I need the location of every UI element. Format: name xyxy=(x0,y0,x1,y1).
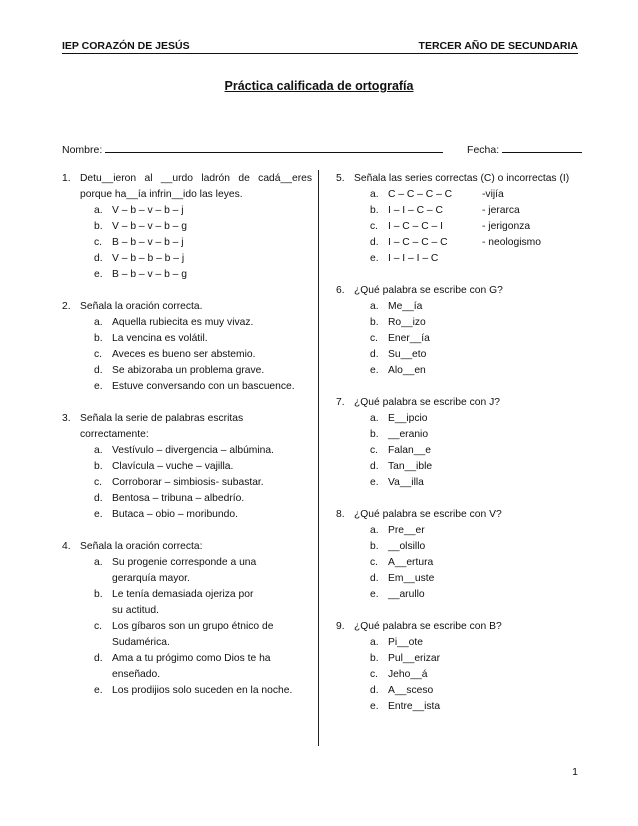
option-letter: e. xyxy=(94,509,103,520)
answer-option xyxy=(62,203,312,219)
question xyxy=(336,507,586,603)
answer-option xyxy=(62,379,312,395)
answer-option xyxy=(336,475,586,491)
question xyxy=(336,395,586,491)
option-text: Su__eto xyxy=(388,349,427,360)
answer-option xyxy=(336,571,586,587)
option-text: Falan__e xyxy=(388,445,431,456)
answer-option xyxy=(336,635,586,651)
answer-option xyxy=(62,235,312,251)
option-letter: b. xyxy=(94,333,103,344)
word-item: -vijía xyxy=(482,189,504,200)
option-text: La vencina es volátil. xyxy=(112,333,208,344)
answer-option xyxy=(336,347,586,363)
option-letter: b. xyxy=(370,653,379,664)
question-number: 9. xyxy=(336,621,345,632)
option-letter: b. xyxy=(94,221,103,232)
word-item: - jerarca xyxy=(482,205,520,216)
option-letter: d. xyxy=(370,685,379,696)
option-letter: e. xyxy=(370,253,379,264)
question xyxy=(62,299,312,395)
option-letter: a. xyxy=(370,413,379,424)
option-letter: b. xyxy=(370,205,379,216)
answer-option xyxy=(62,683,322,699)
question-number: 5. xyxy=(336,173,345,184)
question xyxy=(336,283,586,379)
document-title: Práctica calificada de ortografía xyxy=(224,79,414,93)
option-letter: c. xyxy=(370,445,379,456)
option-letter: c. xyxy=(370,557,379,568)
option-text: I – C – C – C xyxy=(388,237,448,248)
question-number: 6. xyxy=(336,285,345,296)
option-letter: a. xyxy=(370,525,379,536)
option-text: Corroborar – simbiosis- subastar. xyxy=(112,477,264,488)
student-info-line xyxy=(62,142,582,156)
option-letter: a. xyxy=(94,205,103,216)
option-text: Aveces es bueno ser abstemio. xyxy=(112,349,256,360)
question-text: Señala las series correctas (C) o incorrectas (I) xyxy=(354,173,570,184)
question xyxy=(62,539,312,699)
option-text: Ener__ía xyxy=(388,333,430,344)
answer-option xyxy=(62,491,312,507)
answer-option xyxy=(336,219,586,235)
option-text: Vestívulo – divergencia – albúmina. xyxy=(112,445,274,456)
answer-option xyxy=(62,267,312,283)
answer-option xyxy=(336,427,586,443)
date-label: Fecha: xyxy=(467,144,500,156)
question-text: Detu__ieron al __urdo ladrón de cadá__eres porque ha__ía infrin__ido las leyes. xyxy=(80,173,312,200)
answer-option xyxy=(62,459,312,475)
option-text: Ro__izo xyxy=(388,317,426,328)
option-letter: b. xyxy=(370,429,379,440)
answer-option xyxy=(336,667,586,683)
date-blank xyxy=(502,142,582,153)
answer-option xyxy=(336,539,586,555)
option-text: Butaca – obio – moribundo. xyxy=(112,509,238,520)
answer-option xyxy=(62,219,312,235)
answer-option xyxy=(62,443,312,459)
answer-option xyxy=(62,619,284,651)
option-letter: c. xyxy=(94,621,103,632)
option-letter: c. xyxy=(370,669,379,680)
option-text: I – I – C – C xyxy=(388,205,443,216)
option-text: B – b – v – b – j xyxy=(112,237,184,248)
option-text: C – C – C – C xyxy=(388,189,453,200)
left-column xyxy=(62,171,312,715)
answer-option xyxy=(336,203,586,219)
grade-level: TERCER AÑO DE SECUNDARIA xyxy=(418,40,578,52)
option-text: Los prodijios solo suceden en la noche. xyxy=(112,685,293,696)
option-letter: a. xyxy=(94,317,103,328)
option-letter: e. xyxy=(370,589,379,600)
answer-option xyxy=(336,411,586,427)
header-rule xyxy=(62,53,578,54)
answer-option xyxy=(62,587,262,619)
option-letter: d. xyxy=(94,493,103,504)
option-letter: b. xyxy=(94,461,103,472)
option-letter: a. xyxy=(94,557,103,568)
answer-option xyxy=(336,443,586,459)
answer-option xyxy=(62,507,312,523)
answer-option xyxy=(62,363,312,379)
option-letter: c. xyxy=(94,349,103,360)
option-text: Em__uste xyxy=(388,573,435,584)
option-letter: e. xyxy=(370,477,379,488)
answer-option xyxy=(62,475,312,491)
answer-option xyxy=(336,699,586,715)
answer-option xyxy=(62,251,312,267)
option-letter: d. xyxy=(370,573,379,584)
question xyxy=(62,411,312,523)
answer-option xyxy=(336,299,586,315)
option-letter: c. xyxy=(370,221,379,232)
answer-option xyxy=(336,459,586,475)
option-text: Bentosa – tribuna – albedrío. xyxy=(112,493,245,504)
option-text: Tan__ible xyxy=(388,461,433,472)
option-text: Pi__ote xyxy=(388,637,423,648)
question-number: 4. xyxy=(62,541,71,552)
answer-option xyxy=(336,651,586,667)
option-text: Jeho__á xyxy=(388,669,428,680)
option-text: __eranio xyxy=(388,429,429,440)
option-text: A__sceso xyxy=(388,685,434,696)
option-text: V – b – v – b – g xyxy=(112,221,187,232)
option-text: I – C – C – I xyxy=(388,221,443,232)
answer-option xyxy=(336,331,586,347)
option-text: Pre__er xyxy=(388,525,425,536)
option-text: V – b – b – b – j xyxy=(112,253,185,264)
option-text: E__ipcio xyxy=(388,413,428,424)
option-text: Alo__en xyxy=(388,365,426,376)
option-letter: c. xyxy=(370,333,379,344)
option-text: Ama a tu prógimo como Dios te ha enseñado. xyxy=(112,653,271,680)
question-text: Señala la oración correcta. xyxy=(80,301,203,312)
option-letter: b. xyxy=(94,589,103,600)
option-text: Aquella rubiecita es muy vivaz. xyxy=(112,317,254,328)
option-letter: e. xyxy=(370,701,379,712)
word-item: - jerigonza xyxy=(482,221,531,232)
option-text: __arullo xyxy=(388,589,425,600)
option-letter: d. xyxy=(94,365,103,376)
option-text: Su progenie corresponde a una gerarquía mayor. xyxy=(112,557,257,584)
question-number: 1. xyxy=(62,173,71,184)
column-divider xyxy=(318,170,319,746)
option-letter: d. xyxy=(94,253,103,264)
question-number: 8. xyxy=(336,509,345,520)
question xyxy=(336,619,586,715)
question-text: ¿Qué palabra se escribe con B? xyxy=(354,621,502,632)
answer-option xyxy=(336,187,586,203)
option-letter: e. xyxy=(370,365,379,376)
option-text: A__ertura xyxy=(388,557,434,568)
answer-option xyxy=(62,347,312,363)
option-letter: a. xyxy=(94,445,103,456)
answer-option xyxy=(62,315,312,331)
question-text: ¿Qué palabra se escribe con V? xyxy=(354,509,502,520)
option-letter: e. xyxy=(94,381,103,392)
option-text: Clavícula – vuche – vajilla. xyxy=(112,461,234,472)
answer-option xyxy=(62,651,284,683)
option-text: Va__illa xyxy=(388,477,424,488)
question-text: ¿Qué palabra se escribe con J? xyxy=(354,397,500,408)
option-text: Estuve conversando con un bascuence. xyxy=(112,381,295,392)
option-letter: a. xyxy=(370,637,379,648)
option-text: Pul__erizar xyxy=(388,653,441,664)
question xyxy=(62,171,312,283)
school-name: IEP CORAZÓN DE JESÚS xyxy=(62,40,190,52)
right-column xyxy=(336,171,586,731)
option-text: Se abizoraba un problema grave. xyxy=(112,365,265,376)
answer-option xyxy=(62,555,262,587)
option-letter: d. xyxy=(94,653,103,664)
answer-option xyxy=(62,331,312,347)
question-number: 3. xyxy=(62,413,71,424)
question xyxy=(336,171,586,267)
question-text: Señala la serie de palabras escritas correctamente: xyxy=(80,413,244,440)
question-text: ¿Qué palabra se escribe con G? xyxy=(354,285,503,296)
page-number: 1 xyxy=(572,766,578,778)
option-letter: b. xyxy=(370,317,379,328)
option-letter: b. xyxy=(370,541,379,552)
answer-option xyxy=(336,363,586,379)
answer-option xyxy=(336,315,586,331)
option-letter: e. xyxy=(94,269,103,280)
option-letter: d. xyxy=(370,237,379,248)
option-text: I – I – I – C xyxy=(388,253,439,264)
option-letter: a. xyxy=(370,301,379,312)
option-text: Entre__ista xyxy=(388,701,441,712)
option-text: Los gíbaros son un grupo étnico de Sudamérica. xyxy=(112,621,274,648)
question-number: 7. xyxy=(336,397,345,408)
answer-option xyxy=(336,555,586,571)
option-letter: a. xyxy=(370,189,379,200)
answer-option xyxy=(336,683,586,699)
question-number: 2. xyxy=(62,301,71,312)
option-letter: d. xyxy=(370,349,379,360)
page-header xyxy=(62,40,578,56)
name-blank xyxy=(105,142,443,153)
option-letter: c. xyxy=(94,477,103,488)
option-letter: e. xyxy=(94,685,103,696)
option-text: Le tenía demasiada ojeriza por su actitud. xyxy=(112,589,254,616)
option-text: B – b – v – b – g xyxy=(112,269,187,280)
option-text: __olsillo xyxy=(388,541,426,552)
answer-option xyxy=(336,587,586,603)
word-item: - neologismo xyxy=(482,237,541,248)
answer-option xyxy=(336,523,586,539)
option-letter: c. xyxy=(94,237,103,248)
option-text: V – b – v – b – j xyxy=(112,205,184,216)
question-text: Señala la oración correcta: xyxy=(80,541,203,552)
answer-option xyxy=(336,251,586,267)
option-text: Me__ía xyxy=(388,301,423,312)
option-letter: d. xyxy=(370,461,379,472)
name-label: Nombre: xyxy=(62,144,103,156)
answer-option xyxy=(336,235,586,251)
